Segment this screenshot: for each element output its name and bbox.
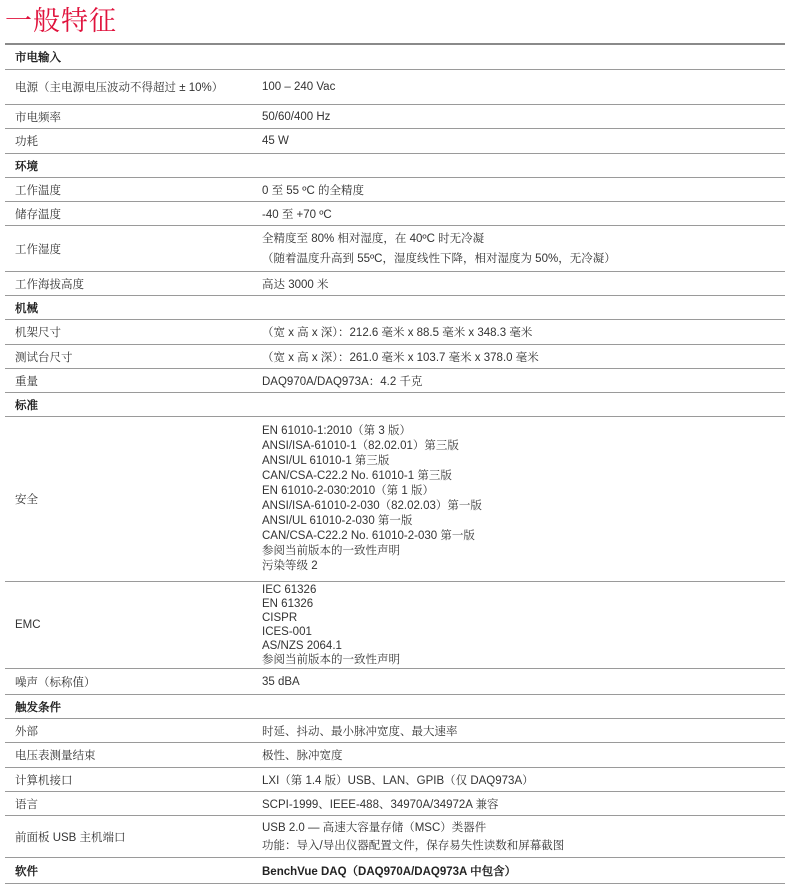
spec-value: CAN/CSA-C22.2 No. 61010-2-030 第一版 — [262, 530, 475, 542]
table-row — [5, 272, 785, 296]
spec-value-cell — [262, 863, 785, 879]
spec-value: AS/NZS 2064.1 — [262, 640, 342, 652]
spec-value-cell — [262, 276, 785, 292]
page-title: 一般特征 — [5, 6, 117, 36]
table-row — [5, 417, 785, 582]
spec-value-cell — [262, 796, 785, 812]
section-header-row — [5, 858, 785, 884]
spec-value: BenchVue DAQ（DAQ970A/DAQ973A 中包含） — [262, 865, 517, 878]
table-row — [5, 816, 785, 858]
spec-label: 测试台尺寸 — [15, 351, 73, 364]
spec-value-cell — [262, 81, 785, 93]
spec-label: 安全 — [15, 494, 38, 506]
section-header-row — [5, 695, 785, 719]
spec-value: ANSI/UL 61010-2-030 第一版 — [262, 515, 413, 527]
section-title: 标准 — [15, 399, 38, 412]
table-row — [5, 768, 785, 792]
spec-label: 电压表测量结束 — [15, 750, 96, 762]
spec-value: -40 至 +70 ºC — [262, 208, 332, 221]
section-title: 机械 — [15, 302, 38, 315]
table-row — [5, 669, 785, 695]
spec-value-cell — [262, 424, 785, 574]
spec-value: （宽 x 高 x 深）：261.0 毫米 x 103.7 毫米 x 378.0 毫米 — [262, 351, 539, 364]
section-title: 环境 — [15, 160, 38, 173]
spec-value: EN 61010-2-030:2010（第 1 版） — [262, 485, 434, 497]
spec-value-cell — [262, 324, 785, 340]
spec-value-cell — [262, 206, 785, 222]
spec-value: 高达 3000 米 — [262, 278, 329, 291]
spec-value: ANSI/UL 61010-1 第三版 — [262, 455, 390, 467]
spec-value: 50/60/400 Hz — [262, 110, 331, 123]
spec-value: 35 dBA — [262, 675, 300, 688]
spec-value: 45 W — [262, 135, 289, 147]
section-header-row — [5, 45, 785, 70]
spec-value: EN 61326 — [262, 598, 314, 610]
table-row — [5, 320, 785, 345]
table-row — [5, 105, 785, 129]
spec-label: 工作温度 — [15, 184, 61, 197]
spec-value: EN 61010-1:2010（第 3 版） — [262, 425, 411, 437]
spec-label: 储存温度 — [15, 208, 61, 221]
spec-value: CAN/CSA-C22.2 No. 61010-1 第三版 — [262, 470, 452, 482]
spec-table — [5, 43, 785, 884]
spec-value: 0 至 55 ºC 的全精度 — [262, 184, 364, 197]
spec-value-cell — [262, 373, 785, 389]
section-header-row — [5, 154, 785, 178]
spec-value: ANSI/ISA-61010-1（82.02.01）第三版 — [262, 440, 459, 452]
spec-label: 重量 — [15, 375, 38, 388]
spec-label: EMC — [15, 619, 41, 631]
spec-label: 工作湿度 — [15, 243, 61, 256]
table-row — [5, 345, 785, 369]
table-row — [5, 743, 785, 768]
spec-value: 功能：导入/导出仪器配置文件，保存易失性读数和屏幕截图 — [262, 839, 565, 852]
spec-label: 电源（主电源电压波动不得超过 ± 10%） — [15, 82, 224, 94]
spec-value: CISPR — [262, 612, 298, 624]
spec-label: 计算机接口 — [15, 774, 73, 787]
spec-value-cell — [262, 111, 785, 123]
spec-value: 参阅当前版本的一致性声明 — [262, 545, 400, 557]
table-row — [5, 369, 785, 393]
spec-label: 市电频率 — [15, 111, 61, 124]
section-title: 市电输入 — [15, 52, 61, 64]
spec-value: 参阅当前版本的一致性声明 — [262, 654, 400, 666]
spec-label: 功耗 — [15, 136, 38, 148]
spec-value-cell — [262, 229, 785, 269]
table-row — [5, 129, 785, 154]
spec-value-cell — [262, 676, 785, 688]
spec-label: 语言 — [15, 798, 38, 811]
spec-value: DAQ970A/DAQ973A：4.2 千克 — [262, 375, 423, 388]
spec-value-cell — [262, 135, 785, 147]
spec-label: 前面板 USB 主机端口 — [15, 831, 126, 844]
section-title: 触发条件 — [15, 701, 61, 714]
spec-value-cell — [262, 819, 785, 855]
table-row — [5, 792, 785, 816]
spec-value-cell — [262, 723, 785, 739]
spec-value: 全精度至 80% 相对湿度，在 40ºC 时无冷凝 — [262, 232, 485, 245]
table-row — [5, 226, 785, 272]
section-title: 软件 — [15, 865, 38, 878]
spec-label: 机架尺寸 — [15, 327, 61, 339]
spec-label: 工作海拔高度 — [15, 278, 84, 291]
spec-value-cell — [262, 747, 785, 763]
spec-label: 噪声（标称值） — [15, 676, 96, 689]
table-row — [5, 582, 785, 669]
spec-value: LXI（第 1.4 版）USB、LAN、GPIB（仅 DAQ973A） — [262, 774, 534, 787]
spec-value: USB 2.0 — 高速大容量存储（MSC）类器件 — [262, 821, 487, 834]
table-row — [5, 202, 785, 226]
spec-value: 时延、抖动、最小脉冲宽度、最大速率 — [262, 725, 458, 738]
spec-value: ICES-001 — [262, 626, 312, 638]
table-row — [5, 178, 785, 202]
spec-label: 外部 — [15, 725, 38, 738]
section-header-row — [5, 296, 785, 320]
spec-value-cell — [262, 349, 785, 365]
spec-value-cell — [262, 182, 785, 198]
section-header-row — [5, 393, 785, 417]
spec-value-cell — [262, 583, 785, 667]
table-row — [5, 719, 785, 743]
spec-value: （宽 x 高 x 深）：212.6 毫米 x 88.5 毫米 x 348.3 毫米 — [262, 327, 533, 339]
spec-value-cell — [262, 772, 785, 788]
spec-value: IEC 61326 — [262, 584, 317, 596]
spec-value: （随着温度升高到 55ºC，湿度线性下降，相对湿度为 50%，无冷凝） — [262, 252, 616, 265]
spec-value: 极性、脉冲宽度 — [262, 750, 343, 762]
spec-value: 污染等级 2 — [262, 560, 318, 572]
spec-value: ANSI/ISA-61010-2-030（82.02.03）第一版 — [262, 500, 482, 512]
spec-value: SCPI-1999、IEEE-488、34970A/34972A 兼容 — [262, 798, 499, 811]
spec-value: 100 – 240 Vac — [262, 81, 336, 93]
table-row — [5, 70, 785, 105]
